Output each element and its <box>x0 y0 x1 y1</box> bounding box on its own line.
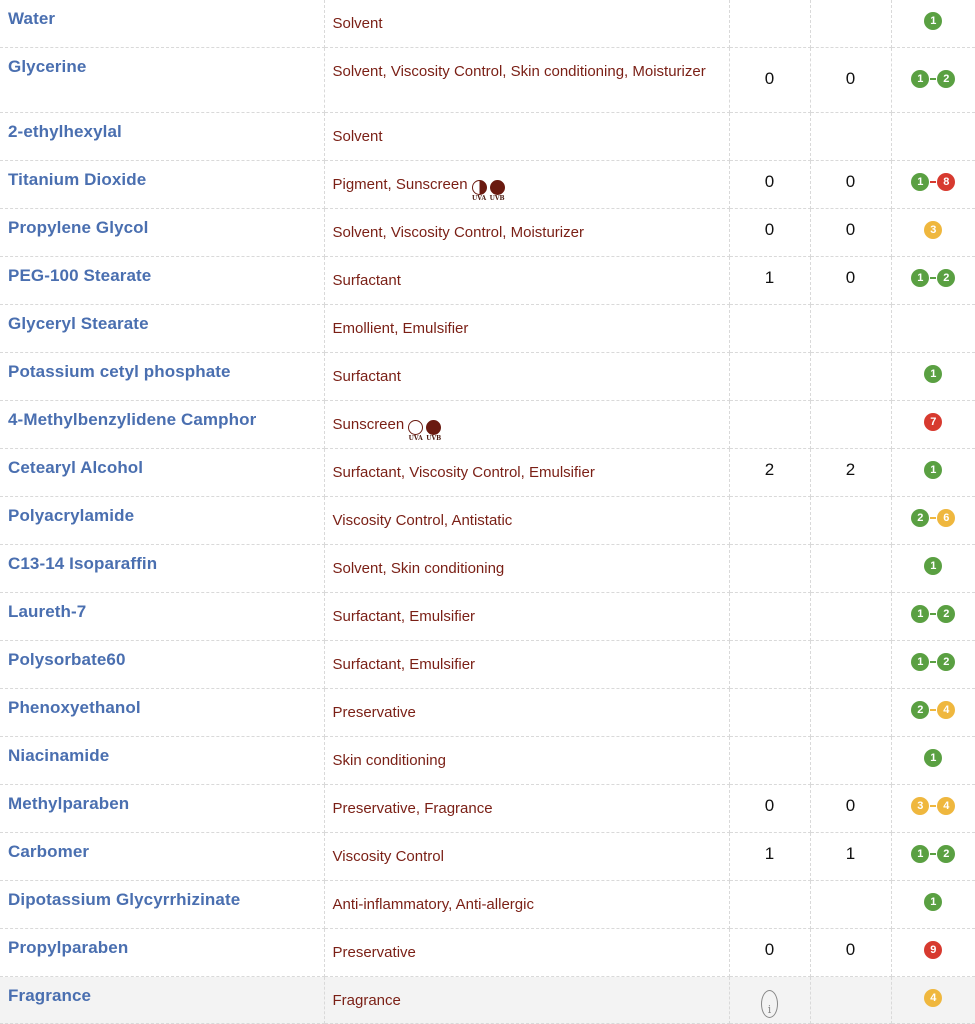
rating-a-cell <box>729 593 810 641</box>
ingredient-name-link[interactable]: Glyceryl Stearate <box>8 314 149 333</box>
ingredient-function-cell <box>324 545 729 593</box>
ingredient-name-link[interactable]: Propylene Glycol <box>8 218 149 237</box>
ewg-score-range <box>924 545 942 575</box>
uva-circle-icon <box>472 180 487 195</box>
ewg-score-badge: 1 <box>911 173 929 191</box>
rating-a-value: 0 <box>764 69 775 88</box>
ingredient-function: Surfactant, Emulsifier <box>332 656 476 673</box>
ingredient-function: Surfactant <box>332 272 401 289</box>
ewg-score-badge: 1 <box>911 605 929 623</box>
range-dash <box>930 277 936 279</box>
ingredient-function-cell <box>324 209 729 257</box>
ewg-score-range <box>924 0 942 30</box>
table-row <box>0 113 975 161</box>
ingredient-name-cell <box>0 449 324 497</box>
rating-a-cell <box>729 689 810 737</box>
ewg-score-cell <box>891 353 975 401</box>
rating-a-value: 1 <box>764 844 775 863</box>
table-row <box>0 977 975 1024</box>
ingredient-function: Solvent <box>332 15 383 32</box>
ingredient-name-cell <box>0 305 324 353</box>
ewg-score-badge: 4 <box>937 797 955 815</box>
table-row <box>0 48 975 113</box>
rating-b-value: 0 <box>845 172 856 191</box>
ingredient-function-cell <box>324 785 729 833</box>
ingredient-name-cell <box>0 929 324 977</box>
rating-b-cell <box>810 689 891 737</box>
ingredient-function-cell <box>324 689 729 737</box>
rating-b-cell <box>810 209 891 257</box>
rating-a-value: 2 <box>764 460 775 479</box>
ewg-score-range <box>911 593 955 623</box>
ewg-score-badge: 2 <box>911 701 929 719</box>
ewg-score-range <box>924 209 942 239</box>
ewg-score-cell <box>891 257 975 305</box>
ewg-score-badge: 9 <box>924 941 942 959</box>
ewg-score-range <box>924 977 942 1007</box>
ingredient-name-link[interactable]: C13-14 Isoparaffin <box>8 554 158 573</box>
ingredient-function: Surfactant, Emulsifier <box>332 608 476 625</box>
rating-a-cell <box>729 737 810 785</box>
ingredient-function: Solvent <box>332 128 383 145</box>
ingredient-name-link[interactable]: Carbomer <box>8 842 90 861</box>
ewg-score-range <box>911 48 955 88</box>
ingredient-name-cell <box>0 833 324 881</box>
table-row <box>0 353 975 401</box>
range-dash <box>930 709 936 711</box>
ingredient-function: Anti-inflammatory, Anti-allergic <box>332 896 534 913</box>
rating-b-cell <box>810 161 891 209</box>
uvb-indicator <box>490 180 505 202</box>
ewg-score-badge: 7 <box>924 413 942 431</box>
ewg-score-badge: 1 <box>924 461 942 479</box>
ewg-score-badge: 3 <box>924 221 942 239</box>
uvb-circle-icon <box>426 420 441 435</box>
ingredient-function-cell <box>324 833 729 881</box>
ingredient-function: Preservative <box>332 704 416 721</box>
rating-b-cell <box>810 449 891 497</box>
ingredient-function: Pigment, Sunscreen <box>332 176 468 193</box>
ingredient-name-link[interactable]: Water <box>8 9 56 28</box>
ingredient-name-link[interactable]: Dipotassium Glycyrrhizinate <box>8 890 241 909</box>
ewg-score-range <box>924 929 942 959</box>
ewg-score-cell <box>891 881 975 929</box>
ingredient-function-cell <box>324 353 729 401</box>
ewg-score-badge: 1 <box>911 269 929 287</box>
ingredient-function: Solvent, Skin conditioning <box>332 560 505 577</box>
ewg-score-range <box>911 689 955 719</box>
ewg-score-badge: 2 <box>937 845 955 863</box>
ingredient-function-cell <box>324 593 729 641</box>
table-row <box>0 305 975 353</box>
ingredient-function-cell <box>324 737 729 785</box>
ewg-score-range <box>924 449 942 479</box>
ingredient-function-cell <box>324 305 729 353</box>
ingredient-name-link[interactable]: 2-ethylhexylal <box>8 122 122 141</box>
ingredient-name-cell <box>0 689 324 737</box>
range-dash <box>930 661 936 663</box>
rating-b-cell <box>810 833 891 881</box>
ewg-score-cell <box>891 641 975 689</box>
ingredient-function: Preservative, Fragrance <box>332 800 493 817</box>
ingredient-name-link[interactable]: Glycerine <box>8 57 87 76</box>
table-row <box>0 641 975 689</box>
rating-a-value: 0 <box>764 220 775 239</box>
rating-b-cell <box>810 257 891 305</box>
ingredient-name-link[interactable]: Potassium cetyl phosphate <box>8 362 231 381</box>
ingredient-name-cell <box>0 785 324 833</box>
ingredient-name-link[interactable]: Methylparaben <box>8 794 130 813</box>
ingredient-function-cell <box>324 401 729 449</box>
ingredient-function: Fragrance <box>332 992 401 1009</box>
ingredient-function: Solvent, Viscosity Control, Skin conditioning, Moisturizer <box>332 63 706 80</box>
ingredient-function: Surfactant, Viscosity Control, Emulsifier <box>332 464 595 481</box>
rating-a-cell <box>729 977 810 1024</box>
rating-a-value: 0 <box>764 172 775 191</box>
ingredient-name-cell <box>0 257 324 305</box>
rating-a-value: 0 <box>764 940 775 959</box>
uv-protection-indicator <box>408 420 444 442</box>
rating-a-cell <box>729 641 810 689</box>
ingredient-name-cell <box>0 353 324 401</box>
rating-b-cell <box>810 977 891 1024</box>
rating-b-value: 1 <box>845 844 856 863</box>
uvb-label: UVB <box>426 435 442 442</box>
rating-b-cell <box>810 113 891 161</box>
ingredient-name-link[interactable]: Cetearyl Alcohol <box>8 458 144 477</box>
rating-a-cell <box>729 209 810 257</box>
rating-a-cell <box>729 545 810 593</box>
ewg-score-badge: 1 <box>924 893 942 911</box>
uvb-indicator <box>426 420 441 442</box>
ingredient-function-cell <box>324 881 729 929</box>
ingredient-function: Skin conditioning <box>332 752 446 769</box>
ingredient-name-cell <box>0 48 324 113</box>
uva-indicator <box>408 420 423 442</box>
ewg-score-range <box>924 401 942 431</box>
ingredient-name-link[interactable]: Fragrance <box>8 986 92 1005</box>
rating-b-cell <box>810 929 891 977</box>
rating-a-cell <box>729 0 810 48</box>
rating-a-cell <box>729 257 810 305</box>
ingredient-name-cell <box>0 401 324 449</box>
rating-a-cell <box>729 881 810 929</box>
rating-b-cell <box>810 641 891 689</box>
rating-b-value: 0 <box>845 220 856 239</box>
ingredient-function-cell <box>324 641 729 689</box>
ewg-score-cell <box>891 48 975 113</box>
ingredient-name-link[interactable]: PEG-100 Stearate <box>8 266 152 285</box>
ewg-score-badge: 4 <box>937 701 955 719</box>
uva-label: UVA <box>408 435 423 442</box>
ewg-score-badge: 8 <box>937 173 955 191</box>
rating-b-value: 0 <box>845 940 856 959</box>
table-row <box>0 929 975 977</box>
ingredient-function-cell <box>324 497 729 545</box>
ewg-score-cell <box>891 593 975 641</box>
rating-a-cell <box>729 833 810 881</box>
rating-a-cell <box>729 449 810 497</box>
ewg-score-badge: 6 <box>937 509 955 527</box>
ewg-score-range <box>924 881 942 911</box>
ingredient-name-link[interactable]: Polyacrylamide <box>8 506 135 525</box>
ingredient-function: Viscosity Control <box>332 848 444 865</box>
range-dash <box>930 181 936 183</box>
ingredient-name-cell <box>0 641 324 689</box>
ewg-score-badge: 2 <box>937 269 955 287</box>
rating-a-cell <box>729 497 810 545</box>
ewg-score-cell <box>891 113 975 161</box>
ingredient-name-cell <box>0 881 324 929</box>
rating-b-value: 0 <box>845 796 856 815</box>
rating-a-cell <box>729 161 810 209</box>
ewg-score-range <box>911 497 955 527</box>
rating-b-cell <box>810 353 891 401</box>
ingredient-function: Emollient, Emulsifier <box>332 320 469 337</box>
ewg-score-badge: 3 <box>911 797 929 815</box>
rating-b-cell <box>810 881 891 929</box>
rating-b-cell <box>810 593 891 641</box>
ingredient-function: Solvent, Viscosity Control, Moisturizer <box>332 224 584 241</box>
rating-a-cell <box>729 113 810 161</box>
table-row <box>0 209 975 257</box>
ewg-score-cell <box>891 449 975 497</box>
ewg-score-range <box>924 353 942 383</box>
ewg-score-badge: 1 <box>924 365 942 383</box>
rating-b-cell <box>810 48 891 113</box>
ewg-score-range <box>911 833 955 863</box>
rating-b-cell <box>810 401 891 449</box>
table-row <box>0 401 975 449</box>
ingredient-function-cell <box>324 929 729 977</box>
ewg-score-range <box>911 641 955 671</box>
ewg-score-badge: 1 <box>911 845 929 863</box>
ewg-score-cell <box>891 545 975 593</box>
ewg-score-cell <box>891 785 975 833</box>
ewg-score-cell <box>891 977 975 1024</box>
ingredient-function-cell <box>324 977 729 1024</box>
rating-b-value: 0 <box>845 69 856 88</box>
rating-a-cell <box>729 929 810 977</box>
rating-a-cell <box>729 305 810 353</box>
ewg-score-badge: 2 <box>911 509 929 527</box>
ewg-score-badge: 4 <box>924 989 942 1007</box>
ewg-score-cell <box>891 0 975 48</box>
ewg-score-cell <box>891 161 975 209</box>
ewg-score-cell <box>891 209 975 257</box>
ingredient-function-cell <box>324 48 729 113</box>
ewg-score-cell <box>891 401 975 449</box>
table-row <box>0 497 975 545</box>
rating-b-cell <box>810 305 891 353</box>
ingredient-function-cell <box>324 0 729 48</box>
ingredient-name-cell <box>0 113 324 161</box>
ingredient-function-cell <box>324 113 729 161</box>
table-row <box>0 593 975 641</box>
range-dash <box>930 613 936 615</box>
rating-b-value: 2 <box>845 460 856 479</box>
table-row <box>0 161 975 209</box>
ingredient-function: Surfactant <box>332 368 401 385</box>
table-row <box>0 785 975 833</box>
ingredient-function: Preservative <box>332 944 416 961</box>
ingredient-name-cell <box>0 545 324 593</box>
range-dash <box>930 805 936 807</box>
ingredient-function: Sunscreen <box>332 416 405 433</box>
uv-protection-indicator <box>472 180 508 202</box>
ingredient-name-cell <box>0 209 324 257</box>
rating-a-cell <box>729 401 810 449</box>
ewg-score-range <box>911 785 955 815</box>
rating-a-cell <box>729 785 810 833</box>
ewg-score-range <box>924 737 942 767</box>
ingredient-name-link[interactable]: Polysorbate60 <box>8 650 126 669</box>
ewg-score-badge: 2 <box>937 653 955 671</box>
ingredient-name-cell <box>0 737 324 785</box>
range-dash <box>930 78 936 80</box>
ewg-score-badge: 1 <box>911 653 929 671</box>
rating-b-cell <box>810 545 891 593</box>
ewg-score-badge: 2 <box>937 70 955 88</box>
rating-b-cell <box>810 785 891 833</box>
ewg-score-cell <box>891 737 975 785</box>
ingredient-name-link[interactable]: Niacinamide <box>8 746 110 765</box>
range-dash <box>930 853 936 855</box>
rating-b-cell <box>810 737 891 785</box>
uva-label: UVA <box>472 195 487 202</box>
ingredient-name-link[interactable]: Titanium Dioxide <box>8 170 147 189</box>
ingredient-function: Viscosity Control, Antistatic <box>332 512 513 529</box>
table-row <box>0 881 975 929</box>
ewg-score-badge: 1 <box>911 70 929 88</box>
rating-a-cell <box>729 48 810 113</box>
table-row <box>0 545 975 593</box>
uvb-circle-icon <box>490 180 505 195</box>
table-row <box>0 833 975 881</box>
range-dash <box>930 517 936 519</box>
ewg-score-badge: 2 <box>937 605 955 623</box>
ewg-score-badge: 1 <box>924 12 942 30</box>
table-row <box>0 737 975 785</box>
uva-indicator <box>472 180 487 202</box>
rating-b-cell <box>810 0 891 48</box>
info-icon[interactable]: i <box>761 990 778 1018</box>
ingredient-function-cell <box>324 449 729 497</box>
ingredient-function-cell <box>324 161 729 209</box>
ewg-score-cell <box>891 833 975 881</box>
rating-a-value: 0 <box>764 796 775 815</box>
ingredient-name-cell <box>0 0 324 48</box>
ewg-score-range <box>911 257 955 287</box>
rating-a-value: 1 <box>764 268 775 287</box>
table-row <box>0 449 975 497</box>
uva-circle-icon <box>408 420 423 435</box>
ingredient-function-cell <box>324 257 729 305</box>
rating-b-cell <box>810 497 891 545</box>
ewg-score-badge: 1 <box>924 557 942 575</box>
ingredient-name-link[interactable]: 4-Methylbenzylidene Camphor <box>8 410 257 429</box>
ingredient-name-cell <box>0 977 324 1024</box>
ingredient-name-link[interactable]: Propylparaben <box>8 938 129 957</box>
ingredient-name-link[interactable]: Phenoxyethanol <box>8 698 141 717</box>
ewg-score-cell <box>891 497 975 545</box>
ewg-score-badge: 1 <box>924 749 942 767</box>
ewg-score-cell <box>891 689 975 737</box>
rating-b-value: 0 <box>845 268 856 287</box>
table-row <box>0 689 975 737</box>
ewg-score-range <box>911 161 955 191</box>
uvb-label: UVB <box>489 195 505 202</box>
ingredient-name-cell <box>0 161 324 209</box>
ingredient-name-cell <box>0 497 324 545</box>
ingredient-name-cell <box>0 593 324 641</box>
rating-a-cell <box>729 353 810 401</box>
ewg-score-cell <box>891 929 975 977</box>
table-row <box>0 0 975 48</box>
ewg-score-cell <box>891 305 975 353</box>
table-row <box>0 257 975 305</box>
ingredient-name-link[interactable]: Laureth-7 <box>8 602 87 621</box>
